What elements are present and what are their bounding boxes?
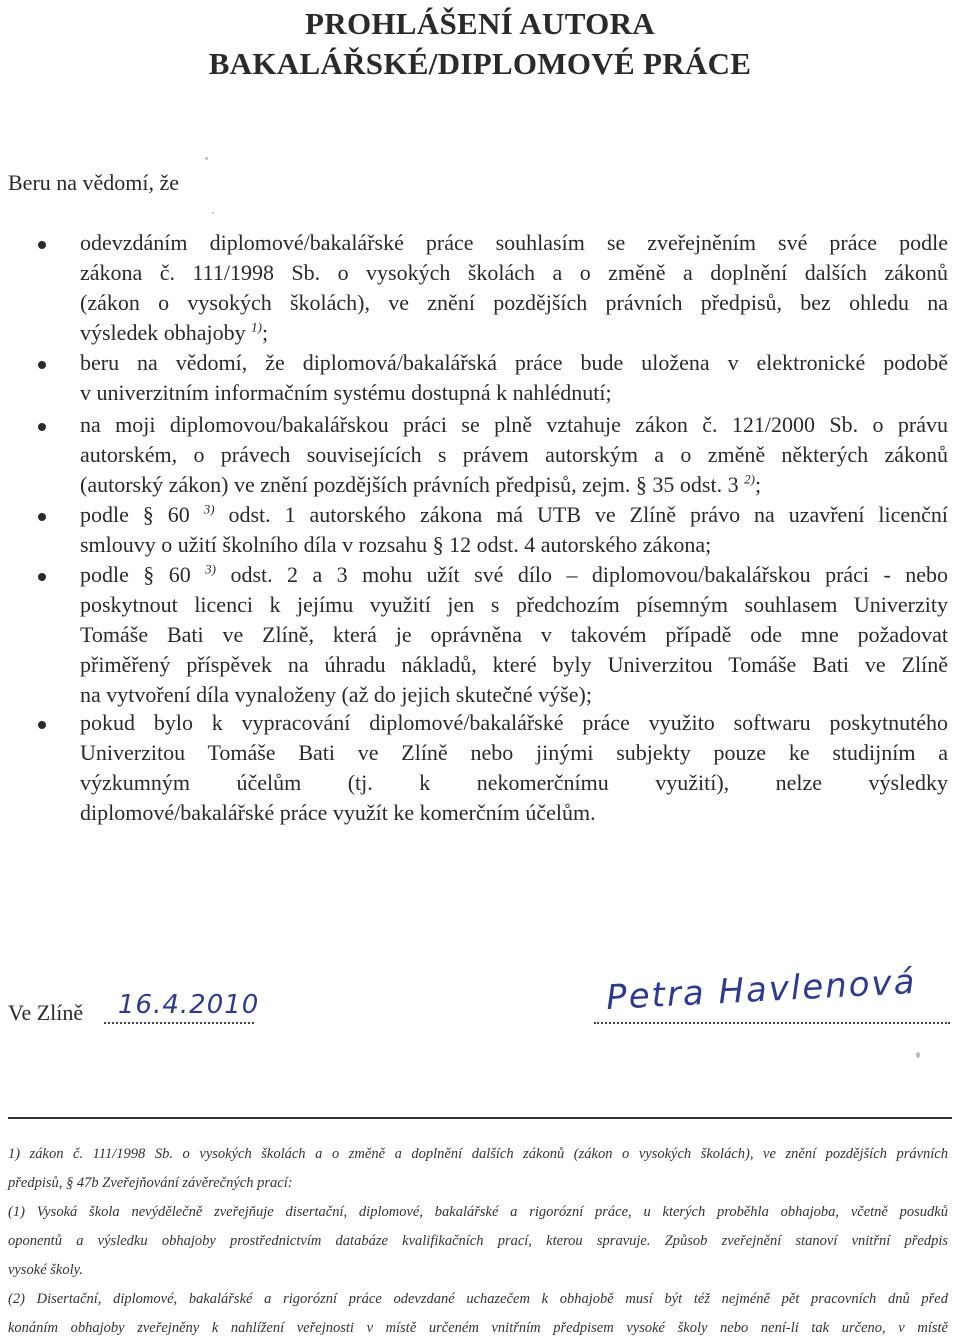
item-line: pokud bylo k vypracování diplomové/bakalářské práce využito softwaru poskytnutého (80, 710, 948, 735)
bullet-icon (38, 573, 46, 581)
item-line: poskytnout licenci k jejímu využití jen s předchozím písemným souhlasem Univerzity (80, 592, 948, 617)
footnote-line: (2) Disertační, diplomové, bakalářské a rigorózní práce odevzdané uchazečem k obhajobě musí být též nejméně pět pracovních dnů před (8, 1291, 948, 1307)
item-line-last (80, 318, 948, 348)
footnote-line: (1) Vysoká škola nevýdělečně zveřejňuje disertační, diplomové, bakalářské a rigorózní práce, u kterých proběhla obhajoba, včetně posudků (8, 1204, 948, 1220)
item-line: smlouvy o užití školního díla v rozsahu § 12 odst. 4 autorského zákona; (80, 532, 712, 557)
item-punct: ; (261, 320, 269, 345)
handwritten-signature: Petra Havlenová (605, 961, 918, 1019)
scan-speck (916, 1052, 920, 1058)
bullet-icon (38, 241, 46, 249)
page-title-line-2: BAKALÁŘSKÉ/DIPLOMOVÉ PRÁCE (208, 46, 752, 81)
footnote-ref: 3) (203, 501, 215, 517)
item-line-pre: podle § 60 (80, 502, 190, 527)
item-line: Univerzitou Tomáše Bati ve Zlíně nebo jinými subjekty pouze ke studijním a (80, 740, 948, 765)
place-label: Ve Zlíně (8, 1000, 84, 1025)
footnote-line: konáním obhajoby zveřejněny k nahlížení veřejnosti v místě určeném vnitřním předpisem vysoké školy nebo není-li tak určeno, v místě (8, 1320, 948, 1336)
bullet-icon (38, 423, 46, 431)
footnote-line: 1) zákon č. 111/1998 Sb. o vysokých školách a o změně a doplnění dalších zákonů (zákon o vysokých školách), ve znění pozdějších právních (8, 1146, 948, 1162)
list-item (80, 500, 948, 560)
item-punct: ; (754, 472, 762, 497)
bullet-icon (38, 721, 46, 729)
footnote-ref: 3) (205, 561, 217, 577)
item-line: přiměřený příspěvek na úhradu nákladů, které byly Univerzitou Tomáše Bati ve Zlíně (80, 652, 948, 677)
item-line-text: výsledek obhajoby (80, 320, 246, 345)
footnote-line: vysoké školy. (8, 1262, 83, 1278)
signature-row (8, 961, 952, 1036)
footnote-ref: 2) (744, 471, 755, 487)
item-line: odevzdáním diplomové/bakalářské práce souhlasím se zveřejněním své práce podle (80, 230, 948, 255)
list-item (80, 410, 948, 500)
bullet-icon (38, 513, 46, 521)
item-line-first (80, 560, 948, 590)
item-line-first (80, 500, 948, 530)
list-item (80, 560, 948, 710)
item-line-pre: podle § 60 (80, 562, 191, 587)
item-line: autorském, o právech souvisejících s právem autorským a o změně některých zákonů (80, 442, 948, 467)
footnote-line: oponentů a výsledku obhajoby prostřednictvím databáze kvalifikačních prací, kterou spravuje. Způsob zveřejnění stanoví vnitřní předpis (8, 1233, 948, 1249)
item-line-post: odst. 1 autorského zákona má UTB ve Zlíně právo na uzavření licenční (228, 502, 948, 527)
item-line: (zákon o vysokých školách), ve znění pozdějších právních předpisů, bez ohledu na (80, 290, 948, 315)
item-line: na vytvoření díla vynaloženy (až do jejich skutečné výše); (80, 682, 592, 707)
item-line: v univerzitním informačním systému dostupná k nahlédnutí; (80, 380, 612, 405)
item-line: Tomáše Bati ve Zlíně, která je oprávněna v takovém případě ode mne požadovat (80, 622, 948, 647)
list-item (80, 708, 948, 828)
footnote-line: předpisů, § 47b Zveřejňování závěrečných prací: (8, 1175, 293, 1191)
footnote-ref: 1) (251, 319, 262, 335)
list-item (80, 228, 948, 348)
intro-text: Beru na vědomí, že (8, 170, 180, 195)
page-title-line-1: PROHLÁŠENÍ AUTORA (305, 6, 655, 41)
scan-speck (212, 212, 214, 214)
bullet-icon (38, 361, 46, 369)
handwritten-date: 16.4.2010 (118, 990, 260, 1020)
scan-speck (205, 157, 208, 160)
item-line: beru na vědomí, že diplomová/bakalářská práce bude uložena v elektronické podobě (80, 350, 948, 375)
item-line: výzkumným účelům (tj. k nekomerčnímu využití), nelze výsledky (80, 770, 948, 795)
item-line: na moji diplomovou/bakalářskou práci se plně vztahuje zákon č. 121/2000 Sb. o právu (80, 412, 948, 437)
footnote-divider (8, 1117, 952, 1119)
item-line-text: (autorský zákon) ve znění pozdějších právních předpisů, zejm. § 35 odst. 3 (80, 472, 739, 497)
footnotes (8, 1140, 948, 1343)
item-line: diplomové/bakalářské práce využít ke komerčním účelům. (80, 800, 596, 825)
item-line-post: odst. 2 a 3 mohu užít své dílo – diplomovou/bakalářskou práci - nebo (230, 562, 948, 587)
item-line-last (80, 470, 948, 500)
list-item (80, 348, 948, 408)
item-line: zákona č. 111/1998 Sb. o vysokých školách a o změně a doplnění dalších zákonů (80, 260, 948, 285)
